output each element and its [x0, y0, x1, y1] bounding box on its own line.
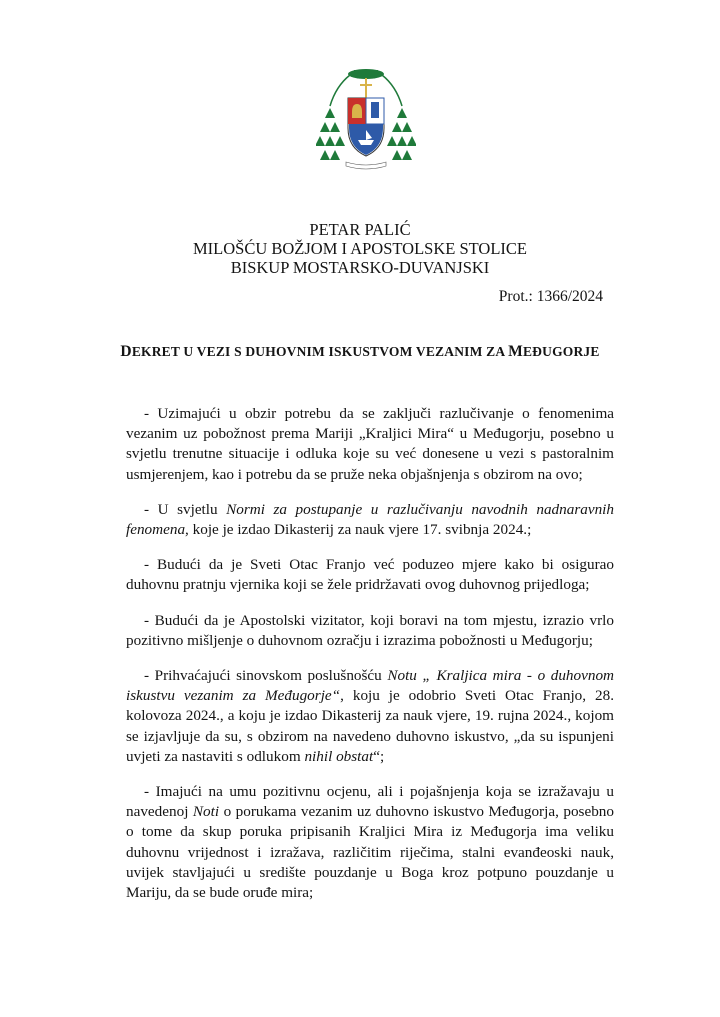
bishop-name: PETAR PALIĆ	[309, 220, 411, 239]
issuer-header	[120, 220, 600, 277]
decree-paragraph	[126, 666, 614, 767]
text-segment: - Budući da je Apostolski vizitator, koji boravi na tom mjestu, izrazio vrlo pozitivno mišljenje o duhovnom ozračju i izrazima pobožnosti u Međugorju;	[126, 611, 614, 649]
diocese-line: BISKUP MOSTARSKO-DUVANJSKI	[230, 258, 490, 277]
italic-phrase: Normi za postupanje u razlučivanju navodnih nadnaravnih fenomena	[126, 500, 614, 539]
decree-paragraph	[126, 555, 614, 595]
text-segment: , koju je odobrio Sveti Otac Franjo, 28. kolovoza 2024., a koju je izdao Dikasterij za nauk vjere, 19. rujna 2024., kojom se izjavljuje da su, s obzirom na navedeno duhovno iskustvo, „da su ispunjeni uvjeti za nastaviti s odlukom	[126, 687, 614, 765]
text-segment: - Prihvaćajući sinovskom poslušnošću	[144, 667, 388, 685]
decree-paragraph	[126, 611, 614, 651]
document-title	[90, 343, 630, 361]
decree-paragraph	[126, 782, 614, 903]
text-segment: - Budući da je Sveti Otac Franjo već poduzeo mjere kako bi osigurao duhovnu pratnju vjernika koji se žele pridržavati ovog duhovnog prijedloga;	[126, 556, 614, 594]
text-segment: - Uzimajući u obzir potrebu da se zaključi razlučivanje o fenomenima vezanim uz pobožnost prema Mariji „Kraljici Mira“ u Međugorju, posebno u svjetlu trenutne situacije i odluka koje su već donesene u vezi s pastoralnim usmjerenjem, kao i potrebu da se pruže neka objašnjenja s obzirom na ovo;	[126, 405, 614, 483]
title-initial-d: D	[120, 343, 132, 360]
italic-phrase: Notu „ Kraljica mira - o duhovnom iskustvu vezanim za Međugorje“	[126, 667, 615, 705]
protocol-number: Prot.: 1366/2024	[498, 288, 603, 305]
text-segment: “;	[373, 747, 385, 765]
text-segment: - Imajući na umu pozitivnu ocjenu, ali i pojašnjenja koja se izražavaju u navedenoj	[126, 783, 614, 821]
coat-of-arms-icon	[316, 66, 416, 176]
decree-paragraph	[126, 500, 614, 540]
text-segment: - U svjetlu	[144, 500, 227, 518]
text-segment: o porukama vezanim uz duhovno iskustvo Međugorja, posebno o tome da skup poruka pripisanih Kraljici Mira iz Međugorja ima veliku duhovnu vrijednost i izražava, različitim riječima, stalni evanđeoski nauk, uvijek stavljajući u središte pouzdanje u Boga kroz potpuno pouzdanje u Mariju, da se bude oruđe mira;	[126, 803, 614, 902]
title-initial-m: M	[508, 343, 523, 360]
decree-paragraph	[126, 404, 614, 485]
italic-phrase: nihil obstat	[304, 747, 374, 765]
title-part-2: EĐUGORJE	[522, 344, 600, 359]
title-part-1: EKRET U VEZI S DUHOVNIM ISKUSTVOM VEZANIM ZA	[131, 344, 509, 359]
bishop-title-line: MILOŠĆU BOŽJOM I APOSTOLSKE STOLICE	[192, 239, 527, 258]
italic-phrase: Noti	[192, 803, 220, 821]
decree-body	[126, 404, 614, 918]
text-segment: , koje je izdao Dikasterij za nauk vjere 17. svibnja 2024.;	[185, 521, 532, 539]
